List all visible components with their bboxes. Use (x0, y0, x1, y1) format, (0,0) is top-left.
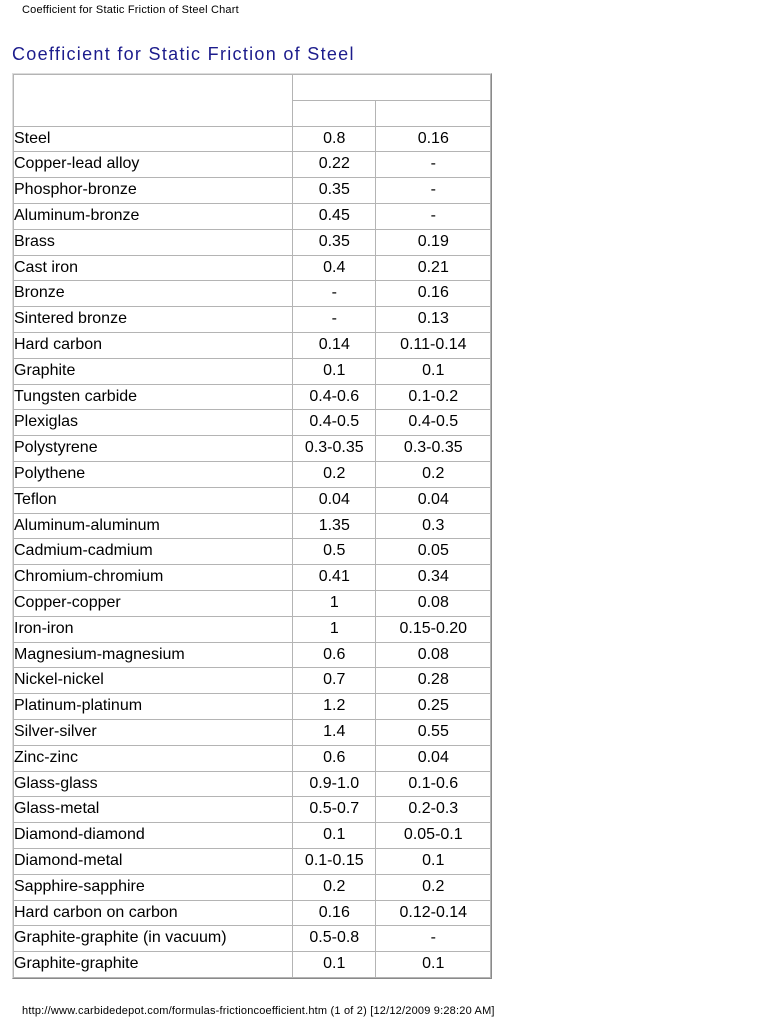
clean-value-cell: 0.1 (293, 359, 375, 384)
table-row (14, 746, 490, 771)
material-cell: Copper-copper (14, 591, 292, 616)
clean-value-cell: 0.8 (293, 127, 375, 152)
lubricated-value-cell: 0.2-0.3 (376, 797, 490, 822)
clean-value-cell: 0.22 (293, 152, 375, 177)
table-row (14, 643, 490, 668)
table-row (14, 359, 490, 384)
clean-value-cell: 0.6 (293, 746, 375, 771)
clean-value-cell: 0.5-0.8 (293, 926, 375, 951)
clean-value-cell: 1 (293, 617, 375, 642)
material-cell: Steel (14, 127, 292, 152)
material-cell: Aluminum-aluminum (14, 514, 292, 539)
clean-value-cell: 0.1 (293, 823, 375, 848)
clean-value-cell: 0.3-0.35 (293, 436, 375, 461)
lubricated-value-cell: 0.1 (376, 849, 490, 874)
material-cell: Plexiglas (14, 410, 292, 435)
clean-value-cell: 0.35 (293, 230, 375, 255)
table-row (14, 591, 490, 616)
table-row (14, 436, 490, 461)
lubricated-value-cell: 0.1 (376, 359, 490, 384)
table-row (14, 256, 490, 281)
lubricated-value-cell: - (376, 178, 490, 203)
table-row (14, 488, 490, 513)
clean-value-cell: 0.1 (293, 952, 375, 977)
table-row (14, 668, 490, 693)
clean-value-cell: 0.5 (293, 539, 375, 564)
lubricated-value-cell: 0.05 (376, 539, 490, 564)
table-row (14, 617, 490, 642)
table-row (14, 178, 490, 203)
lubricated-value-cell: 0.3 (376, 514, 490, 539)
lubricated-value-cell: 0.16 (376, 127, 490, 152)
lubricated-value-cell: 0.28 (376, 668, 490, 693)
clean-value-cell: 0.9-1.0 (293, 772, 375, 797)
table-row (14, 410, 490, 435)
material-cell: Aluminum-bronze (14, 204, 292, 229)
lubricated-value-cell: 0.1 (376, 952, 490, 977)
material-cell: Glass-glass (14, 772, 292, 797)
table-row (14, 952, 490, 977)
table-row (14, 720, 490, 745)
header-coefficient-group: Coefficient of Friction (293, 75, 490, 100)
lubricated-value-cell: 0.05-0.1 (376, 823, 490, 848)
clean-value-cell: 1.4 (293, 720, 375, 745)
clean-value-cell: 0.35 (293, 178, 375, 203)
lubricated-value-cell: 0.12-0.14 (376, 901, 490, 926)
table-row (14, 307, 490, 332)
lubricated-value-cell: 0.04 (376, 746, 490, 771)
table-row (14, 565, 490, 590)
table-row (14, 926, 490, 951)
material-cell: Zinc-zinc (14, 746, 292, 771)
lubricated-value-cell: 0.4-0.5 (376, 410, 490, 435)
clean-value-cell: 0.45 (293, 204, 375, 229)
table-row (14, 385, 490, 410)
clean-value-cell: 1 (293, 591, 375, 616)
table-row (14, 823, 490, 848)
lubricated-value-cell: 0.2 (376, 875, 490, 900)
material-cell: Graphite (14, 359, 292, 384)
table-header (14, 75, 490, 126)
lubricated-value-cell: 0.55 (376, 720, 490, 745)
material-cell: Teflon (14, 488, 292, 513)
page-footer-url: http://www.carbidedepot.com/formulas-frictioncoefficient.htm (1 of 2) [12/12/2009 9:28:20 AM] (22, 1005, 495, 1017)
clean-value-cell: 0.4 (293, 256, 375, 281)
clean-value-cell: - (293, 307, 375, 332)
table-row (14, 772, 490, 797)
clean-value-cell: 0.4-0.5 (293, 410, 375, 435)
material-cell: Silver-silver (14, 720, 292, 745)
friction-table (12, 73, 492, 979)
page-heading: Coefficient for Static Friction of Steel (12, 44, 355, 65)
table-row (14, 281, 490, 306)
material-cell: Brass (14, 230, 292, 255)
clean-value-cell: 0.1-0.15 (293, 849, 375, 874)
header-lubricated: Lubricated (376, 101, 490, 126)
lubricated-value-cell: 0.19 (376, 230, 490, 255)
material-cell: Cadmium-cadmium (14, 539, 292, 564)
table-row (14, 539, 490, 564)
material-cell: Nickel-nickel (14, 668, 292, 693)
header-materials: Materials and Material Combinations (14, 75, 292, 126)
lubricated-value-cell: 0.15-0.20 (376, 617, 490, 642)
clean-value-cell: 1.35 (293, 514, 375, 539)
table-row (14, 127, 490, 152)
table-row (14, 875, 490, 900)
lubricated-value-cell: 0.2 (376, 462, 490, 487)
clean-value-cell: 0.7 (293, 668, 375, 693)
material-cell: Tungsten carbide (14, 385, 292, 410)
table-row (14, 849, 490, 874)
table-row (14, 514, 490, 539)
lubricated-value-cell: 0.16 (376, 281, 490, 306)
clean-value-cell: 0.2 (293, 462, 375, 487)
material-cell: Graphite-graphite (14, 952, 292, 977)
clean-value-cell: 1.2 (293, 694, 375, 719)
lubricated-value-cell: 0.08 (376, 643, 490, 668)
material-cell: Copper-lead alloy (14, 152, 292, 177)
header-clean: Clean (293, 101, 375, 126)
material-cell: Platinum-platinum (14, 694, 292, 719)
friction-table-container (12, 73, 492, 979)
table-row (14, 462, 490, 487)
table-body (14, 127, 490, 977)
material-cell: Phosphor-bronze (14, 178, 292, 203)
clean-value-cell: 0.04 (293, 488, 375, 513)
material-cell: Hard carbon (14, 333, 292, 358)
material-cell: Polystyrene (14, 436, 292, 461)
lubricated-value-cell: 0.25 (376, 694, 490, 719)
table-row (14, 230, 490, 255)
material-cell: Sintered bronze (14, 307, 292, 332)
lubricated-value-cell: 0.1-0.6 (376, 772, 490, 797)
lubricated-value-cell: 0.34 (376, 565, 490, 590)
lubricated-value-cell: - (376, 926, 490, 951)
clean-value-cell: 0.2 (293, 875, 375, 900)
material-cell: Graphite-graphite (in vacuum) (14, 926, 292, 951)
clean-value-cell: 0.14 (293, 333, 375, 358)
clean-value-cell: - (293, 281, 375, 306)
clean-value-cell: 0.4-0.6 (293, 385, 375, 410)
table-row (14, 333, 490, 358)
material-cell: Diamond-diamond (14, 823, 292, 848)
table-row (14, 204, 490, 229)
table-row (14, 152, 490, 177)
material-cell: Iron-iron (14, 617, 292, 642)
material-cell: Hard carbon on carbon (14, 901, 292, 926)
lubricated-value-cell: 0.08 (376, 591, 490, 616)
material-cell: Diamond-metal (14, 849, 292, 874)
material-cell: Bronze (14, 281, 292, 306)
table-row (14, 901, 490, 926)
document-title: Coefficient for Static Friction of Steel Chart (22, 4, 239, 16)
material-cell: Glass-metal (14, 797, 292, 822)
material-cell: Cast iron (14, 256, 292, 281)
lubricated-value-cell: 0.1-0.2 (376, 385, 490, 410)
clean-value-cell: 0.6 (293, 643, 375, 668)
material-cell: Sapphire-sapphire (14, 875, 292, 900)
header-row-top (14, 75, 490, 100)
clean-value-cell: 0.5-0.7 (293, 797, 375, 822)
lubricated-value-cell: - (376, 152, 490, 177)
lubricated-value-cell: 0.21 (376, 256, 490, 281)
lubricated-value-cell: 0.13 (376, 307, 490, 332)
lubricated-value-cell: 0.3-0.35 (376, 436, 490, 461)
table-row (14, 797, 490, 822)
material-cell: Polythene (14, 462, 292, 487)
lubricated-value-cell: 0.04 (376, 488, 490, 513)
material-cell: Magnesium-magnesium (14, 643, 292, 668)
clean-value-cell: 0.16 (293, 901, 375, 926)
lubricated-value-cell: - (376, 204, 490, 229)
lubricated-value-cell: 0.11-0.14 (376, 333, 490, 358)
clean-value-cell: 0.41 (293, 565, 375, 590)
table-row (14, 694, 490, 719)
material-cell: Chromium-chromium (14, 565, 292, 590)
